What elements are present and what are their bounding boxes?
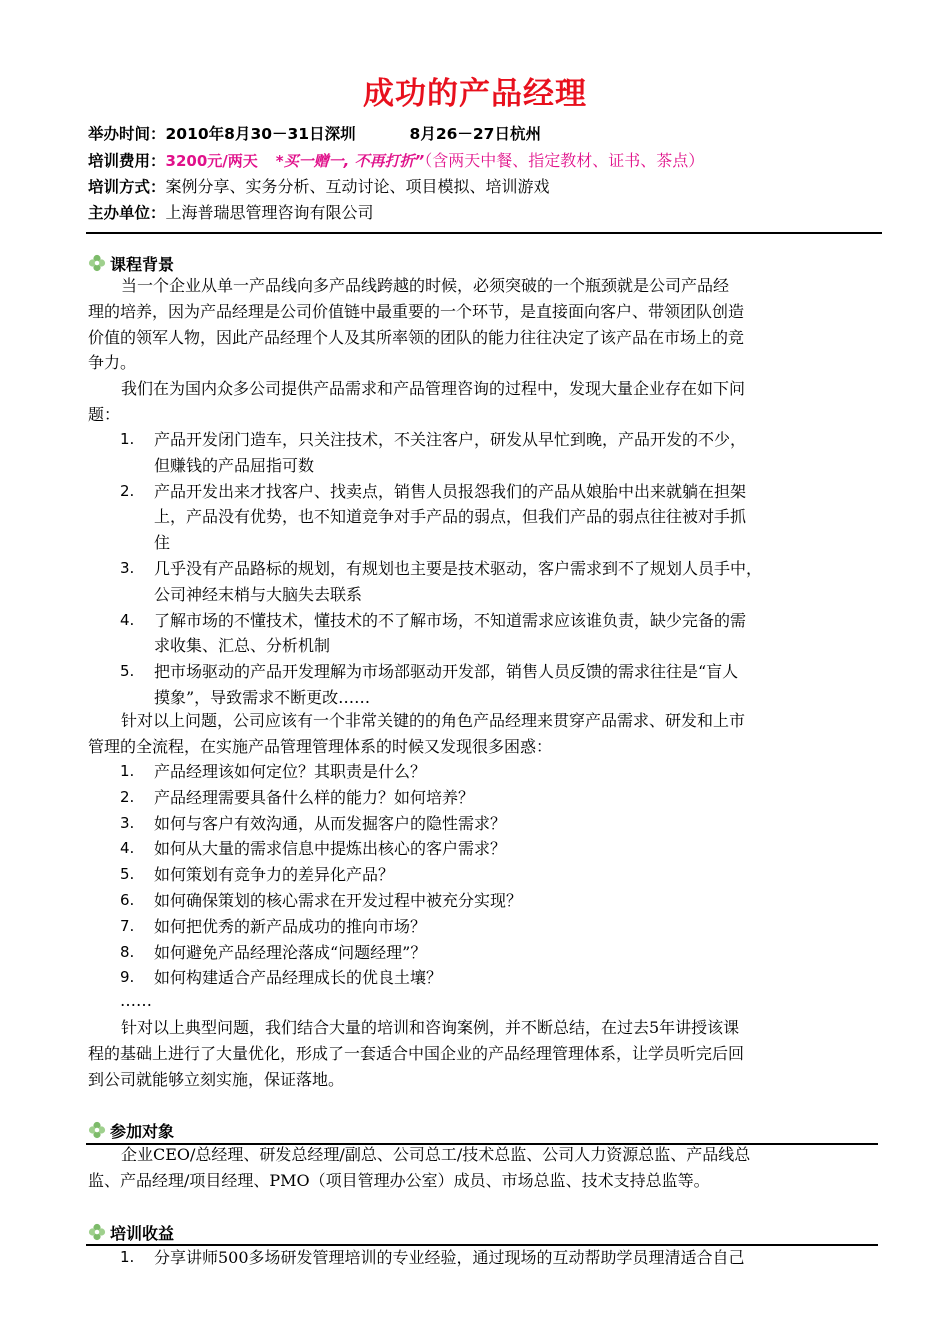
section-benefits-heading bbox=[88, 1220, 174, 1244]
list-text: 如何与客户有效沟通，从而发掘客户的隐性需求？ bbox=[154, 813, 507, 833]
fee-label: 培训费用： bbox=[88, 152, 166, 170]
list-number: 3. bbox=[120, 558, 135, 577]
list-number: 5. bbox=[120, 662, 135, 681]
list-text: 公司神经末梢与大脑失去联系 bbox=[154, 584, 363, 604]
header-divider bbox=[86, 232, 882, 234]
audience-heading-text: 参加对象 bbox=[110, 1121, 175, 1141]
question-list bbox=[88, 759, 878, 991]
list-item bbox=[88, 759, 878, 785]
flower-bullet-icon bbox=[88, 254, 106, 272]
list-text: 如何避免产品经理沦落成“问题经理”？ bbox=[154, 942, 427, 962]
list-text: 住 bbox=[154, 533, 171, 553]
list-text: 上，产品没有优势，也不知道竞争对手产品的弱点，但我们产品的弱点往往被对手抓 bbox=[154, 507, 747, 527]
method-label: 培训方式： bbox=[88, 178, 166, 196]
list-item bbox=[88, 836, 878, 862]
paragraph-line: 价值的领军人物，因此产品经理个人及其所率领的团队的能力往往决定了该产品在市场上的竞 bbox=[88, 327, 745, 347]
background-paragraph-1 bbox=[88, 273, 878, 376]
list-item bbox=[88, 1245, 878, 1271]
list-text: 如何确保策划的核心需求在开发过程中被充分实现？ bbox=[154, 890, 523, 910]
audience-paragraph bbox=[88, 1142, 878, 1194]
paragraph-line: 监、产品经理/项目经理、PMO（项目管理办公室）成员、市场总监、技术支持总监等。 bbox=[88, 1170, 710, 1190]
list-number: 1. bbox=[120, 430, 135, 448]
info-host bbox=[88, 200, 374, 226]
list-text: 求收集、汇总、分析机制 bbox=[154, 636, 331, 656]
fee-value: 3200元/两天 bbox=[165, 152, 258, 170]
list-text: 摸象”，导致需求不断更改…… bbox=[154, 687, 371, 707]
paragraph-line: 题： bbox=[88, 404, 121, 424]
info-time bbox=[88, 122, 541, 148]
problem-list bbox=[88, 427, 878, 711]
list-item bbox=[88, 556, 878, 608]
list-text: 如何策划有竞争力的差异化产品？ bbox=[154, 865, 395, 885]
list-number: 9. bbox=[120, 968, 135, 987]
list-item bbox=[88, 940, 878, 966]
ellipsis-text: …… bbox=[120, 991, 152, 1010]
paragraph-line: 管理的全流程，在实施产品管理管理体系的时候又发现很多困惑： bbox=[88, 736, 553, 756]
paragraph-line: 当一个企业从单一产品线向多产品线跨越的时候，必须突破的一个瓶颈就是公司产品经 bbox=[121, 276, 730, 295]
fee-note: （含两天中餐、指定教材、证书、茶点） bbox=[424, 151, 705, 170]
list-number: 2. bbox=[120, 481, 135, 500]
host-label: 主办单位： bbox=[88, 204, 166, 222]
section-background-heading bbox=[88, 251, 174, 275]
list-number: 1. bbox=[120, 1248, 135, 1266]
list-text: 但赚钱的产品屈指可数 bbox=[154, 455, 315, 475]
list-text: 产品经理该如何定位？其职责是什么？ bbox=[154, 762, 427, 781]
list-number: 2. bbox=[120, 787, 135, 806]
paragraph-line: 针对以上典型问题，我们结合大量的培训和咨询案例，并不断总结，在过去5年讲授该课 bbox=[121, 1018, 740, 1037]
list-number: 3. bbox=[120, 813, 135, 832]
paragraph-line: 程的基础上进行了大量优化，形成了一套适合中国企业的产品经理管理体系，让学员听完后回 bbox=[88, 1043, 745, 1063]
background-heading-text: 课程背景 bbox=[110, 254, 175, 274]
section-audience-heading bbox=[88, 1118, 174, 1142]
list-number: 5. bbox=[120, 865, 135, 884]
time-value: 2010年8月30－31日深圳 8月26－27日杭州 bbox=[165, 125, 541, 143]
list-text: 把市场驱动的产品开发理解为市场部驱动开发部，销售人员反馈的需求往往是“盲人 bbox=[154, 662, 739, 682]
paragraph-line: 针对以上问题，公司应该有一个非常关键的的角色产品经理来贯穿产品需求、研发和上市 bbox=[121, 711, 746, 730]
background-paragraph-4 bbox=[88, 1015, 878, 1092]
list-item bbox=[88, 914, 878, 940]
flower-bullet-icon bbox=[88, 1223, 106, 1241]
list-item bbox=[88, 608, 878, 660]
list-text: 如何把优秀的新产品成功的推向市场？ bbox=[154, 916, 427, 936]
paragraph-line: 我们在为国内众多公司提供产品需求和产品管理咨询的过程中，发现大量企业存在如下问 bbox=[121, 379, 746, 398]
list-item bbox=[88, 659, 878, 711]
list-number: 4. bbox=[120, 839, 135, 858]
paragraph-line: 争力。 bbox=[88, 353, 137, 373]
list-number: 7. bbox=[120, 916, 135, 935]
host-value: 上海普瑞思管理咨询有限公司 bbox=[165, 203, 374, 222]
fee-promo: *买一赠一, 不再打折” bbox=[275, 152, 425, 170]
benefits-heading-text: 培训收益 bbox=[110, 1223, 175, 1243]
flower-bullet-icon bbox=[88, 1121, 106, 1139]
list-item bbox=[88, 811, 878, 837]
list-text: 了解市场的不懂技术，懂技术的不了解市场，不知道需求应该谁负责，缺少完备的需 bbox=[154, 610, 747, 630]
list-item bbox=[88, 888, 878, 914]
list-number: 6. bbox=[120, 890, 135, 909]
list-text: 几乎没有产品路标的规划，有规划也主要是技术驱动，客户需求到不了规划人员手中， bbox=[154, 558, 763, 578]
list-item bbox=[88, 965, 878, 991]
paragraph-line: 理的培养，因为产品经理是公司价值链中最重要的一个环节，是直接面向客户、带领团队创造 bbox=[88, 301, 745, 321]
info-fee bbox=[88, 148, 704, 174]
list-text: 产品经理需要具备什么样的能力？如何培养？ bbox=[154, 787, 475, 807]
background-paragraph-3 bbox=[88, 708, 878, 760]
background-paragraph-2 bbox=[88, 376, 878, 428]
list-item bbox=[88, 862, 878, 888]
paragraph-line: 企业CEO/总经理、研发总经理/副总、公司总工/技术总监、公司人力资源总监、产品线总 bbox=[121, 1145, 751, 1164]
list-item bbox=[88, 427, 878, 479]
method-value: 案例分享、实务分析、互动讨论、项目模拟、培训游戏 bbox=[165, 177, 550, 196]
document-title: 成功的产品经理 bbox=[363, 76, 587, 112]
paragraph-line: 到公司就能够立刻实施，保证落地。 bbox=[88, 1069, 345, 1089]
list-item bbox=[88, 785, 878, 811]
list-number: 4. bbox=[120, 610, 135, 629]
list-text: 产品开发闭门造车，只关注技术，不关注客户，研发从早忙到晚，产品开发的不少， bbox=[154, 430, 747, 449]
time-label: 举办时间： bbox=[88, 125, 166, 143]
list-text: 如何构建适合产品经理成长的优良土壤？ bbox=[154, 968, 443, 988]
list-text: 产品开发出来才找客户、找卖点，销售人员报怨我们的产品从娘胎中出来就躺在担架 bbox=[154, 481, 747, 501]
info-method bbox=[88, 174, 550, 200]
list-number: 1. bbox=[120, 762, 135, 780]
list-text: 分享讲师500多场研发管理培训的专业经验，通过现场的互动帮助学员理清适合自己 bbox=[154, 1248, 745, 1267]
list-item bbox=[88, 479, 878, 556]
list-text: 如何从大量的需求信息中提炼出核心的客户需求？ bbox=[154, 839, 507, 859]
benefits-list bbox=[88, 1245, 878, 1271]
list-number: 8. bbox=[120, 942, 135, 961]
